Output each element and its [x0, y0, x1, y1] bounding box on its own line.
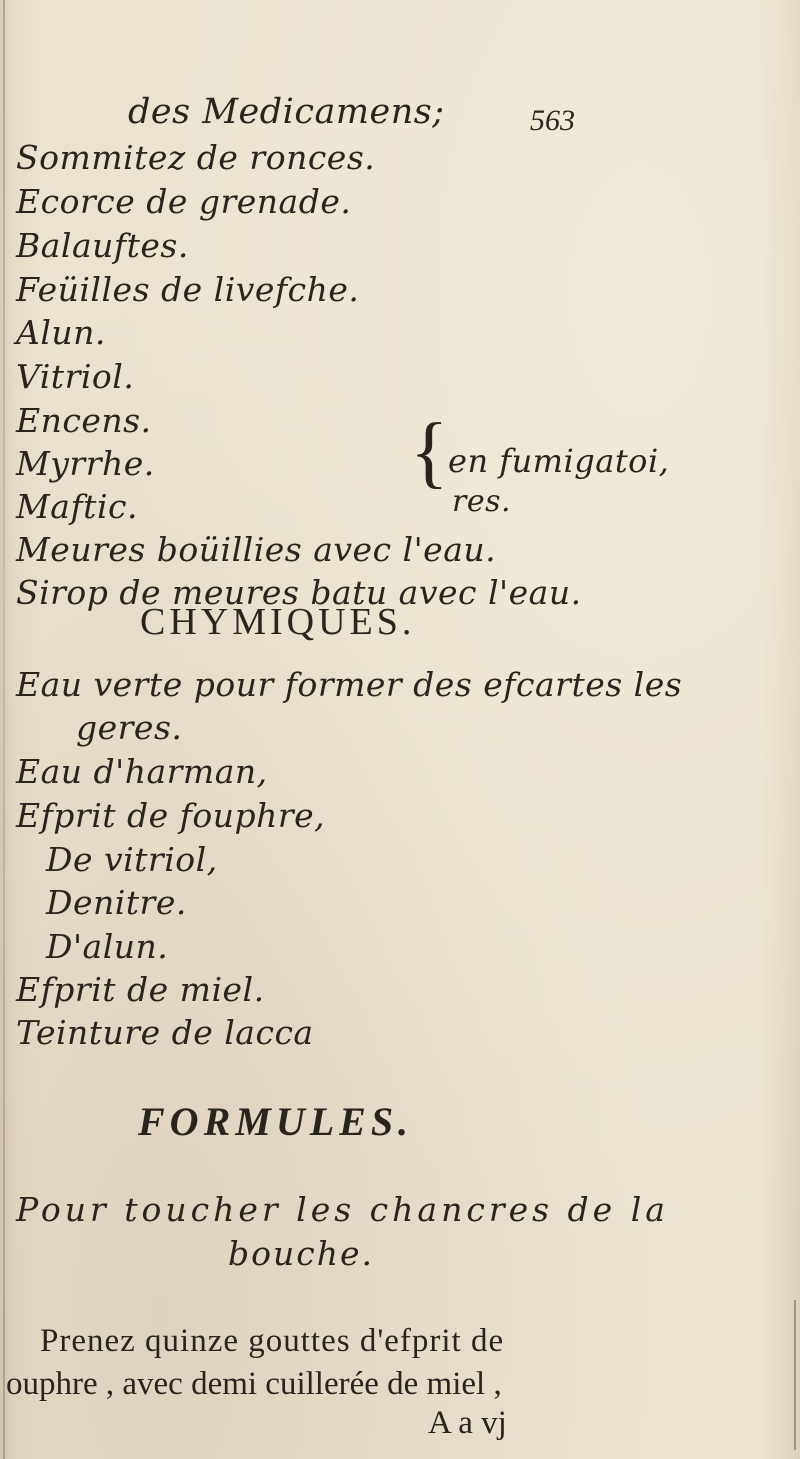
- list-item: D'alun.: [46, 927, 169, 966]
- section-heading-formules: FORMULES.: [138, 1099, 414, 1144]
- page-right-edge: [794, 1300, 796, 1450]
- list-item-continuation: geres.: [76, 708, 183, 747]
- catchword: A a vj: [428, 1405, 507, 1441]
- list-item: Alun.: [16, 313, 106, 352]
- fumigation-note-line1: en fumigatoi,: [448, 442, 670, 480]
- running-title: des Medicamens;: [128, 92, 445, 132]
- recipe-title-line1: Pour toucher les chancres de la: [16, 1190, 669, 1229]
- recipe-body-line2: ouphre , avec demi cuillerée de miel ,: [6, 1366, 502, 1402]
- list-item: Encens.: [16, 401, 152, 440]
- list-item: Meures boüillies avec l'eau.: [16, 530, 497, 569]
- list-item: Maftic.: [16, 487, 138, 526]
- list-item: Vitriol.: [16, 357, 135, 396]
- recipe-body-line1: Prenez quinze gouttes d'efprit de: [40, 1323, 505, 1359]
- list-item: Efprit de miel.: [16, 970, 265, 1009]
- list-item: Myrrhe.: [16, 444, 155, 483]
- list-item: Balauftes.: [16, 226, 189, 265]
- page-gutter-edge: [3, 0, 5, 1459]
- grouping-brace: {: [410, 408, 449, 496]
- list-item: Feüilles de livefche.: [16, 270, 360, 309]
- list-item: Ecorce de grenade.: [16, 182, 352, 221]
- list-item: Denitre.: [46, 883, 187, 922]
- list-item: Eau verte pour former des efcartes les: [16, 665, 683, 704]
- list-item: Sommitez de ronces.: [16, 138, 376, 177]
- page-number: 563: [530, 104, 575, 137]
- recipe-title-line2: bouche.: [228, 1234, 374, 1273]
- list-item: Efprit de fouphre,: [16, 796, 326, 835]
- list-item: Sirop de meures batu avec l'eau.: [16, 573, 582, 612]
- section-heading-chymiques: CHYMIQUES.: [140, 601, 416, 643]
- list-item: De vitriol,: [46, 840, 218, 879]
- list-item: Teinture de lacca: [16, 1013, 314, 1052]
- list-item: Eau d'harman,: [16, 752, 268, 791]
- fumigation-note-line2: res.: [452, 484, 512, 519]
